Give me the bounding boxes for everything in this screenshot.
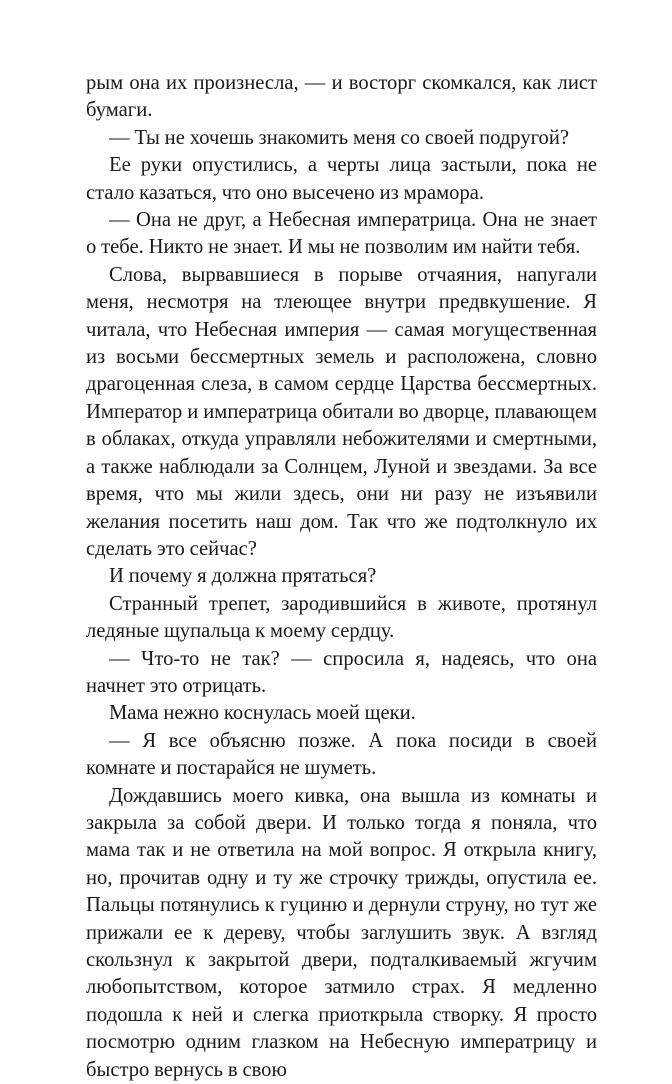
paragraph: — Что-то не так? — спросила я, надеясь, что она начнет это отрицать. xyxy=(86,647,597,697)
paragraph: — Она не друг, а Небесная императрица. Она не знает о тебе. Никто не знает. И мы не позволим им найти тебя. xyxy=(86,209,597,259)
paragraph: Ее руки опустились, а черты лица застыли, пока не стало казаться, что оно высечено из мрамора. xyxy=(86,154,597,204)
paragraph: Странный трепет, зародившийся в животе, протянул ледяные щупальца к моему сердцу. xyxy=(86,592,597,643)
paragraph: Слова, вырвавшиеся в порыве отчаяния, напугали меня, несмотря на тлеющее внутри предвкушение. Я читала, что Небесная империя — самая могущественная из восьми бессмертных земель и расположена, словно драгоценная слеза, в самом сердце Царства бессмертных. Император и императрица обитали во дворце, плавающем в облаках, откуда управляли небожителями и смертными, а также наблюдали за Солнцем, Луной и звездами. За все время, что мы жили здесь, они ни разу не изъявили желания посетить наш дом. Так что же подтолкнуло их сделать это сейчас? xyxy=(86,263,597,560)
book-page xyxy=(86,70,597,1084)
paragraph: Мама нежно коснулась моей щеки. xyxy=(109,702,416,725)
paragraph: — Я все объясню позже. А пока посиди в своей комнате и постарайся не шуметь. xyxy=(86,729,597,780)
paragraph: — Ты не хочешь знакомить меня со своей подругой? xyxy=(109,126,570,149)
paragraph: И почему я должна прятаться? xyxy=(109,565,377,588)
paragraph: Дождавшись моего кивка, она вышла из комнаты и закрыла за собой двери. И только тогда я поняла, что мама так и не ответила на мой вопрос. Я открыла книгу, но, прочитав одну и ту же строчку трижды, опустила ее. Пальцы потянулись к гуциню и дернули струну, но тут же прижали ее к дереву, чтобы заглушить звук. А взгляд скользнул к закрытой двери, подталкиваемый жгучим любопытством, которое затмило страх. Я медленно подошла к ней и слегка приоткрыла створку. Я просто посмотрю одним глазком на Небесную императрицу и быстро вернусь в свою xyxy=(86,784,597,1081)
paragraph: рым она их произнесла, — и восторг скомкался, как лист бумаги. xyxy=(86,72,597,122)
